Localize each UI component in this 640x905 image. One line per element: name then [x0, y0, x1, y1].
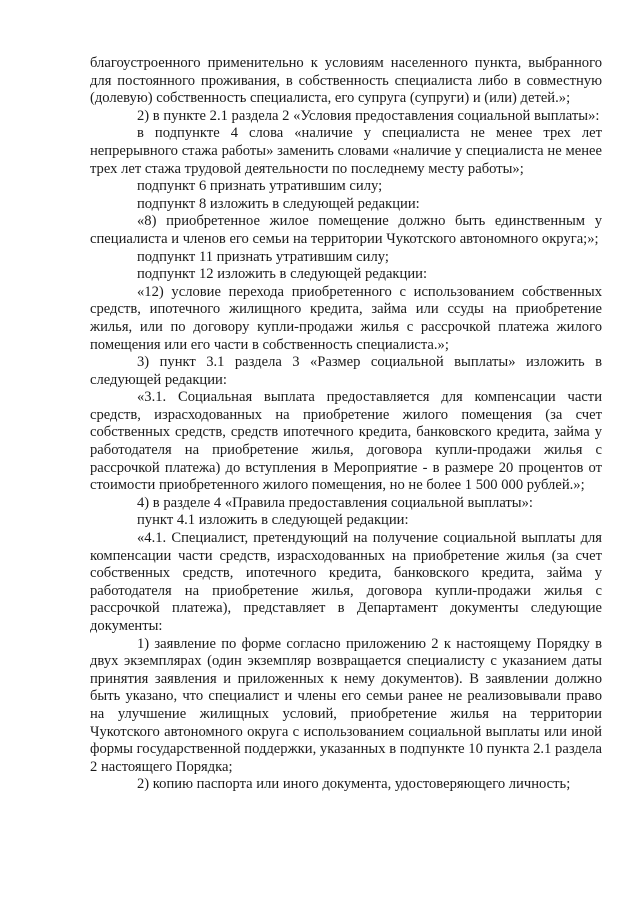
- paragraph: 3) пункт 3.1 раздела 3 «Размер социальной выплаты» изложить в следующей редакции:: [90, 354, 602, 388]
- paragraph: подпункт 6 признать утратившим силу;: [137, 178, 383, 195]
- paragraph: 2) копию паспорта или иного документа, удостоверяющего личность;: [137, 776, 571, 793]
- paragraph: 4) в разделе 4 «Правила предоставления социальной выплаты»:: [137, 494, 533, 511]
- paragraph: благоустроенного применительно к условиям населенного пункта, выбранного для постоянного проживания, в собственность специалиста либо в совместную (долевую) собственность специалиста, его супруга (супруги) и (или) детей.»;: [90, 55, 602, 107]
- document-page: [90, 55, 602, 794]
- paragraph: пункт 4.1 изложить в следующей редакции:: [137, 512, 409, 529]
- paragraph: «8) приобретенное жилое помещение должно быть единственным у специалиста и членов его семьи на территории Чукотского автономного округа;»;: [90, 213, 602, 247]
- paragraph: «12) условие перехода приобретенного с использованием собственных средств, ипотечного жилищного кредита, займа или ссуды на приобретение жилья, или по договору купли-продажи жилья с рассрочкой платежа жилого помещения или его части в собственность специалиста.»;: [90, 283, 602, 353]
- paragraph: подпункт 8 изложить в следующей редакции:: [137, 195, 420, 212]
- paragraph: 2) в пункте 2.1 раздела 2 «Условия предоставления социальной выплаты»:: [137, 107, 600, 124]
- paragraph: 1) заявление по форме согласно приложению 2 к настоящему Порядку в двух экземплярах (один экземпляр возвращается специалисту с указанием даты принятия заявления и приложенных к нему документов). В заявлении должно быть указано, что специалист и члены его семьи ранее не реализовывали право на улучшение жилищных условий, приобретение жилья на территории Чукотского автономного округа с использованием социальной выплаты или иной формы государственной поддержки, указанных в подпункте 10 пункта 2.1 раздела 2 настоящего Порядка;: [90, 635, 602, 775]
- paragraph: подпункт 12 изложить в следующей редакции:: [137, 266, 428, 283]
- paragraph: в подпункте 4 слова «наличие у специалиста не менее трех лет непрерывного стажа работы» заменить словами «наличие у специалиста не менее трех лет стажа трудовой деятельности по последнему месту работы»;: [90, 125, 602, 177]
- paragraph: подпункт 11 признать утратившим силу;: [137, 248, 389, 265]
- paragraph: «4.1. Специалист, претендующий на получение социальной выплаты для компенсации части средств, израсходованных на приобретение жилья (за счет собственных средств, ипотечного кредита, банковского кредита, займа у работодателя на приобретение жилья, договора купли-продажи жилья с рассрочкой платежа), представляет в Департамент документы следующие документы:: [90, 530, 602, 634]
- paragraph: «3.1. Социальная выплата предоставляется для компенсации части средств, израсходованных на приобретение жилого помещения (за счет собственных средств, средств ипотечного кредита, банковского кредита, займа у работодателя на приобретение жилья, договора купли-продажи жилья с рассрочкой платежа) до вступления в Мероприятие - в размере 20 процентов от стоимости приобретенного жилого помещения, но не более 1 500 000 рублей.»;: [90, 389, 602, 494]
